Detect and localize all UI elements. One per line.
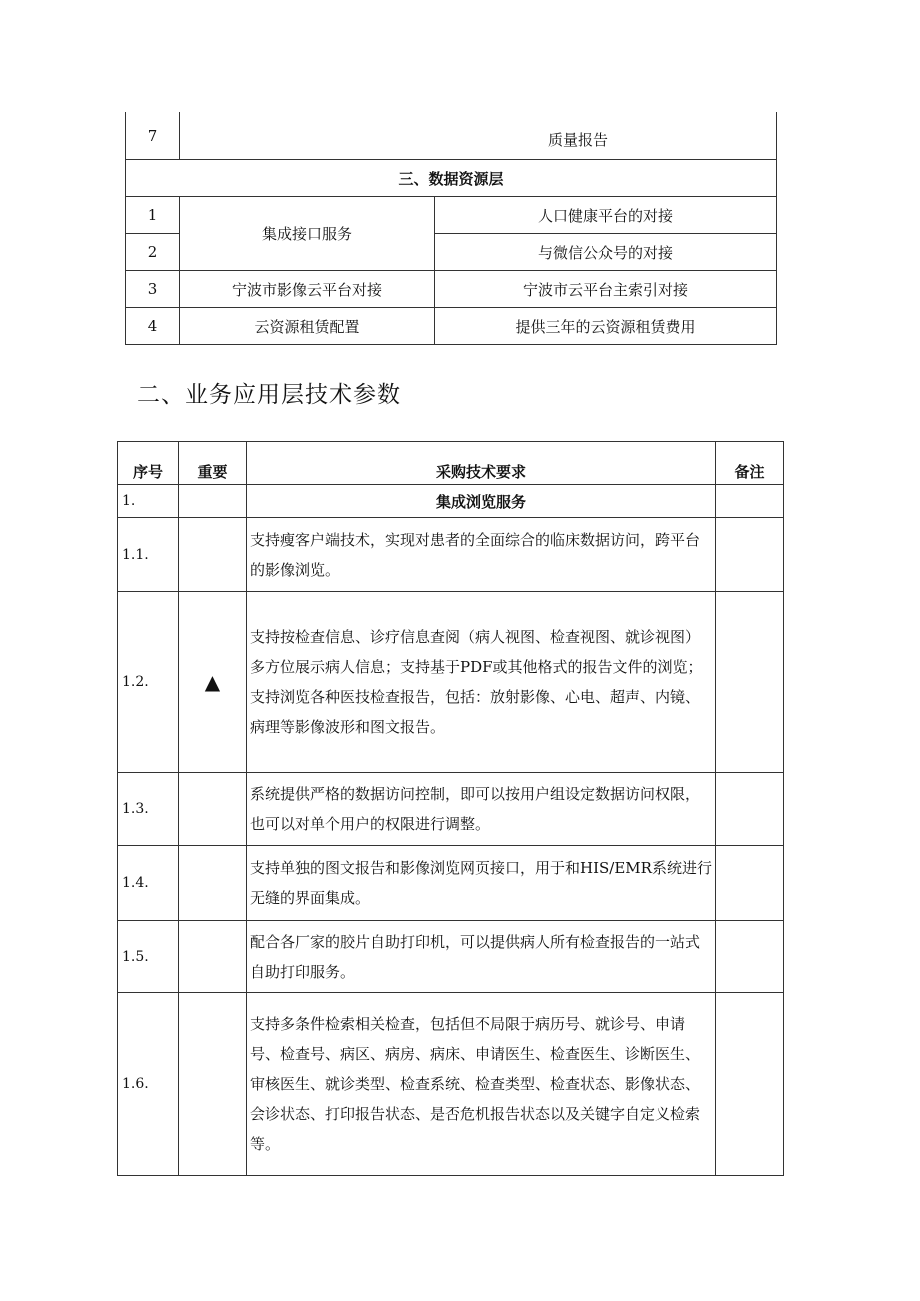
table-row bbox=[126, 197, 777, 234]
row-important bbox=[179, 921, 247, 993]
table-row bbox=[126, 271, 777, 308]
row-requirement: 系统提供严格的数据访问控制，即可以按用户组设定数据访问权限，也可以对单个用户的权限进行调整。 bbox=[247, 773, 716, 846]
row-requirement: 支持单独的图文报告和影像浏览网页接口，用于和HIS/EMR系统进行无缝的界面集成。 bbox=[247, 846, 716, 921]
row-number: 1 bbox=[126, 197, 180, 234]
data-resource-table bbox=[125, 112, 777, 345]
row-note bbox=[716, 993, 784, 1176]
section-row bbox=[126, 160, 777, 197]
row-number: 2 bbox=[126, 234, 180, 271]
category-important bbox=[179, 485, 247, 518]
row-important bbox=[179, 846, 247, 921]
category-title: 集成浏览服务 bbox=[247, 485, 716, 518]
table-row bbox=[118, 921, 784, 993]
row-desc: 宁波市云平台主索引对接 bbox=[435, 271, 777, 308]
table-row bbox=[118, 592, 784, 773]
row-important bbox=[179, 518, 247, 592]
row-note bbox=[716, 773, 784, 846]
row-text: 质量报告 bbox=[180, 112, 777, 160]
row-important bbox=[179, 773, 247, 846]
row-requirement: 支持多条件检索相关检查，包括但不局限于病历号、就诊号、申请号、检查号、病区、病房、病床、申请医生、检查医生、诊断医生、审核医生、就诊类型、检查系统、检查类型、检查状态、影像状态、会诊状态、打印报告状态、是否危机报告状态以及关键字自定义检索等。 bbox=[247, 993, 716, 1176]
header-row bbox=[118, 442, 784, 485]
row-desc: 提供三年的云资源租赁费用 bbox=[435, 308, 777, 345]
row-desc: 与微信公众号的对接 bbox=[435, 234, 777, 271]
row-item: 集成接口服务 bbox=[180, 197, 435, 271]
row-note bbox=[716, 592, 784, 773]
section-title: 三、数据资源层 bbox=[126, 160, 777, 197]
table-row bbox=[118, 993, 784, 1176]
row-note bbox=[716, 921, 784, 993]
row-number: 4 bbox=[126, 308, 180, 345]
row-requirement: 支持按检查信息、诊疗信息查阅（病人视图、检查视图、就诊视图）多方位展示病人信息；支持基于PDF或其他格式的报告文件的浏览；支持浏览各种医技检查报告，包括：放射影像、心电、超声、内镜、病理等影像波形和图文报告。 bbox=[247, 592, 716, 773]
row-seq: 1.2. bbox=[118, 592, 179, 773]
table-row bbox=[126, 112, 777, 160]
row-requirement: 支持瘦客户端技术，实现对患者的全面综合的临床数据访问，跨平台的影像浏览。 bbox=[247, 518, 716, 592]
header-seq: 序号 bbox=[118, 442, 179, 485]
header-important: 重要 bbox=[179, 442, 247, 485]
row-item: 云资源租赁配置 bbox=[180, 308, 435, 345]
row-seq: 1.6. bbox=[118, 993, 179, 1176]
tech-params-table bbox=[117, 441, 784, 1176]
row-requirement: 配合各厂家的胶片自助打印机，可以提供病人所有检查报告的一站式自助打印服务。 bbox=[247, 921, 716, 993]
header-requirement: 采购技术要求 bbox=[247, 442, 716, 485]
row-seq: 1.4. bbox=[118, 846, 179, 921]
category-note bbox=[716, 485, 784, 518]
row-number: 7 bbox=[126, 112, 180, 160]
row-note bbox=[716, 518, 784, 592]
row-seq: 1.5. bbox=[118, 921, 179, 993]
row-note bbox=[716, 846, 784, 921]
row-seq: 1.3. bbox=[118, 773, 179, 846]
row-desc: 人口健康平台的对接 bbox=[435, 197, 777, 234]
section-heading: 二、业务应用层技术参数 bbox=[137, 382, 401, 408]
table-row bbox=[118, 773, 784, 846]
category-seq: 1. bbox=[118, 485, 179, 518]
row-important bbox=[179, 993, 247, 1176]
header-note: 备注 bbox=[716, 442, 784, 485]
table-row bbox=[126, 308, 777, 345]
row-seq: 1.1. bbox=[118, 518, 179, 592]
important-marker: ▲ bbox=[179, 592, 247, 773]
table-row bbox=[118, 518, 784, 592]
table-row bbox=[118, 846, 784, 921]
category-row bbox=[118, 485, 784, 518]
row-item: 宁波市影像云平台对接 bbox=[180, 271, 435, 308]
row-number: 3 bbox=[126, 271, 180, 308]
